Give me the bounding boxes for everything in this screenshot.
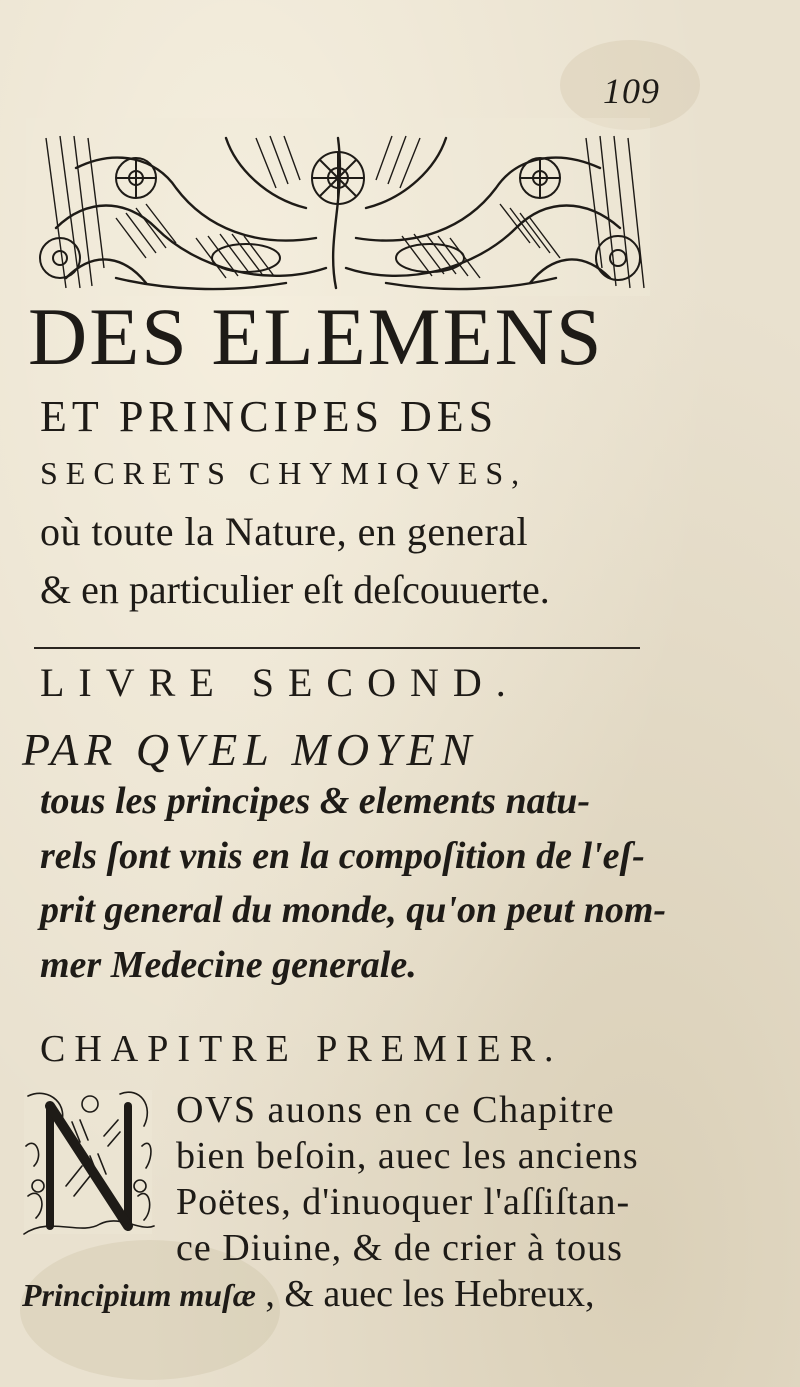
book-label: LIVRE SECOND. — [40, 660, 520, 705]
body-line: Poëtes, d'inuoquer l'aſſiſtan- — [176, 1181, 631, 1223]
section-line: mer Medecine generale. — [40, 944, 417, 986]
body-line: ce Diuine, & de crier à tous — [176, 1227, 623, 1269]
body-line-last — [22, 1275, 642, 1313]
chapter-label: CHAPITRE PREMIER. — [40, 1028, 563, 1070]
section-heading: PAR QVEL MOYEN — [22, 724, 478, 775]
floral-headpiece-icon — [26, 118, 650, 296]
latin-quotation: Principium muſæ — [22, 1277, 256, 1313]
section-line: prit general du monde, qu'on peut nom- — [40, 889, 667, 931]
decorated-initial-icon — [20, 1086, 156, 1238]
title-line-2: ET PRINCIPES DES — [40, 392, 499, 441]
page-number: 109 — [603, 71, 660, 111]
title-line-4: où toute la Nature, en general — [40, 509, 529, 554]
section-line: tous les principes & elements natu- — [40, 780, 590, 822]
title-line-3: SECRETS CHYMIQVES, — [40, 455, 528, 491]
body-line: OVS auons en ce Chapitre — [176, 1089, 616, 1131]
section-line: rels ſont vnis en la compoſition de l'eſ- — [40, 835, 645, 877]
title-line-5: & en particulier eſt deſcouuerte. — [40, 567, 550, 612]
title-main: DES ELEMENS — [28, 291, 604, 382]
body-line: bien beſoin, auec les anciens — [176, 1135, 639, 1177]
divider-rule — [34, 647, 640, 649]
body-line-rest: , & auec les Hebreux, — [255, 1273, 595, 1315]
